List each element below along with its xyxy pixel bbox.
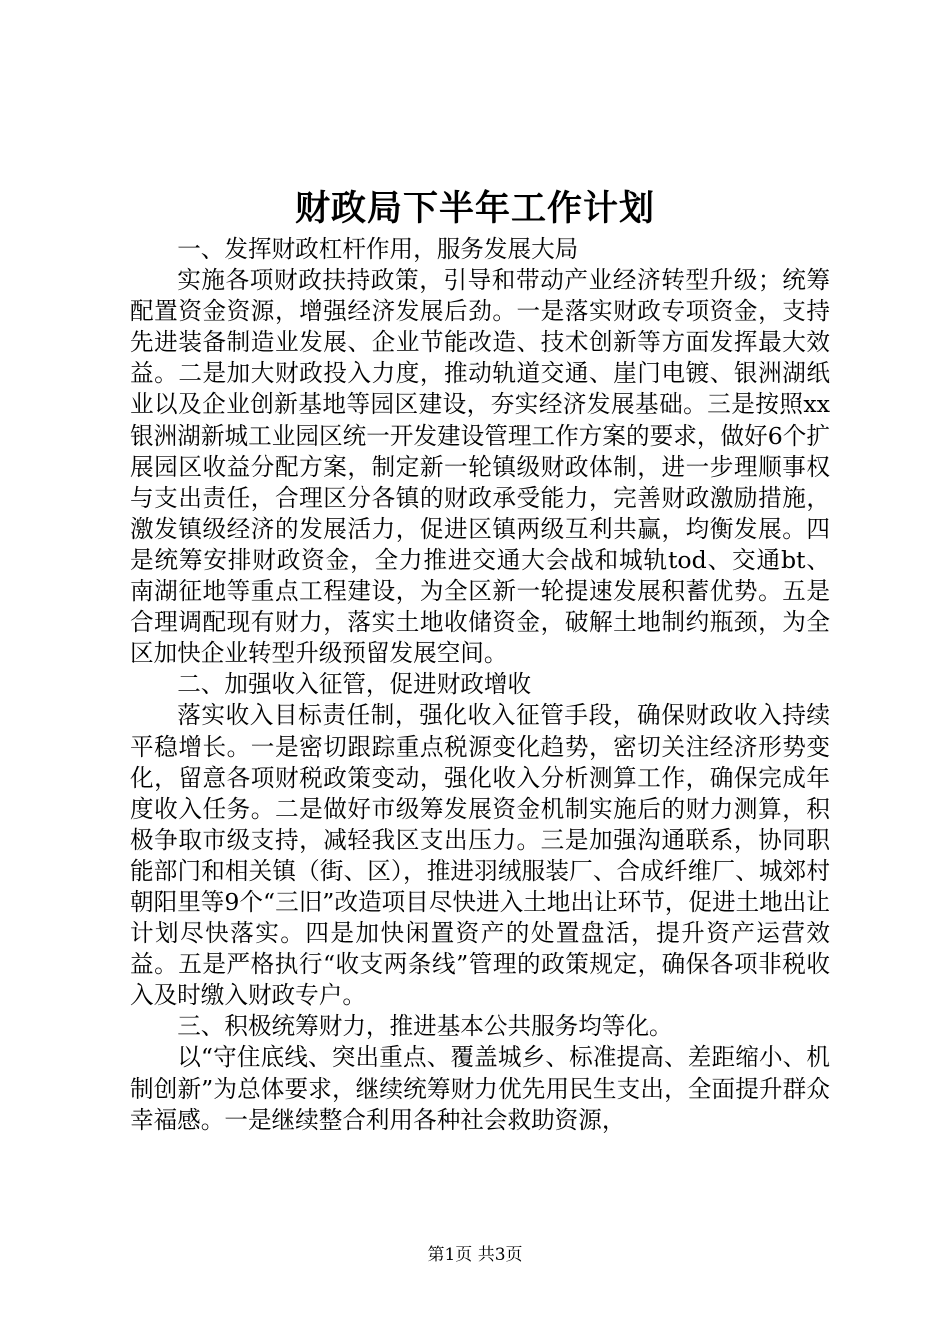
- section-paragraph-3: 以“守住底线、突出重点、覆盖城乡、标准提高、差距缩小、机制创新”为总体要求，继续统筹财力优先用民生支出，全面提升群众幸福感。一是继续整合利用各种社会救助资源，: [130, 1043, 830, 1134]
- section-heading-3: 三、积极统筹财力，推进基本公共服务均等化。: [177, 1012, 673, 1041]
- document-title: 财政局下半年工作计划: [294, 188, 655, 229]
- section-paragraph-2: 落实收入目标责任制，强化收入征管手段，确保财政收入持续平稳增长。一是密切跟踪重点税源变化趋势，密切关注经济形势变化，留意各项财税政策变动，强化收入分析测算工作，确保完成年度收入任务。二是做好市级筹发展资金机制实施后的财力测算，积极争取市级支持，减轻我区支出压力。三是加强沟通联系，协同职能部门和相关镇（街、区），推进羽绒服装厂、合成纤维厂、城郊村朝阳里等9个“三旧”改造项目尽快进入土地出让环节，促进土地出让计划尽快落实。四是加快闲置资产的处置盘活，提升资产运营效益。五是严格执行“收支两条线”管理的政策规定，确保各项非税收入及时缴入财政专户。: [130, 701, 830, 1010]
- document-body: [130, 234, 830, 1136]
- section-heading-1: 一、发挥财政杠杆作用，服务发展大局: [177, 235, 579, 263]
- page-footer: 第1页 共3页: [427, 1245, 523, 1265]
- section-paragraph-1: 实施各项财政扶持政策，引导和带动产业经济转型升级；统筹配置资金资源，增强经济发展后劲。一是落实财政专项资金，支持先进装备制造业发展、企业节能改造、技术创新等方面发挥最大效益。二是加大财政投入力度，推动轨道交通、崖门电镀、银洲湖纸业以及企业创新基地等园区建设，夯实经济发展基础。三是按照xx银洲湖新城工业园区统一开发建设管理工作方案的要求，做好6个扩展园区收益分配方案，制定新一轮镇级财政体制，进一步理顺事权与支出责任，合理区分各镇的财政承受能力，完善财政激励措施，激发镇级经济的发展活力，促进区镇两级互利共赢，均衡发展。四是统筹安排财政资金，全力推进交通大会战和城轨tod、交通bt、南湖征地等重点工程建设，为全区新一轮提速发展积蓄优势。五是合理调配现有财力，落实土地收储资金，破解土地制约瓶颈，为全区加快企业转型升级预留发展空间。: [130, 266, 830, 668]
- section-heading-2: 二、加强收入征管，促进财政增收: [177, 670, 532, 699]
